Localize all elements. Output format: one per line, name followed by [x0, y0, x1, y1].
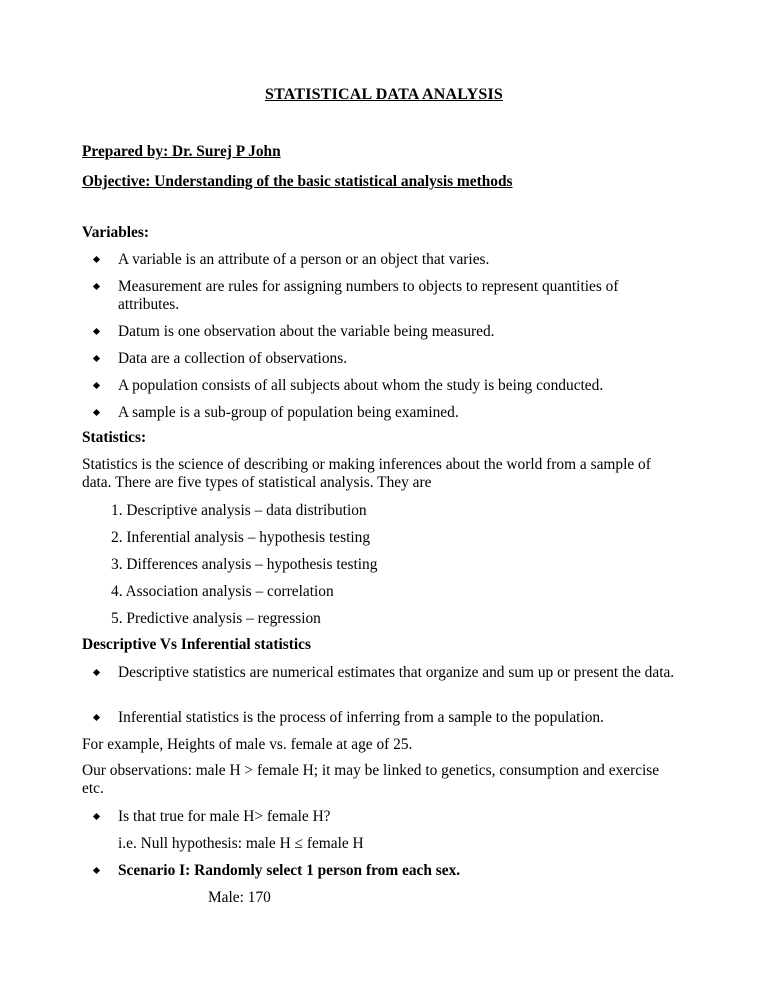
objective: Objective: Understanding of the basic statistical analysis methods — [82, 173, 513, 190]
bullet-icon — [93, 867, 100, 874]
scenario-text: Scenario I: Randomly select 1 person from each sex. — [118, 862, 461, 879]
statistics-heading: Statistics: — [82, 429, 147, 446]
null-hypothesis: i.e. Null hypothesis: male H ≤ female H — [118, 835, 364, 852]
desc-vs-inf-heading: Descriptive Vs Inferential statistics — [82, 636, 311, 653]
bullet-icon — [93, 382, 100, 389]
list-item: 2. Inferential analysis – hypothesis testing — [111, 529, 371, 546]
example-text: For example, Heights of male vs. female at age of 25. — [82, 736, 413, 753]
statistics-intro: Statistics is the science of describing or making inferences about the world from a sample of data. There are five types of statistical analysis. They are — [82, 456, 651, 491]
document-page: STATISTICAL DATA ANALYSIS Prepared by: Dr. Surej P John Objective: Understanding of the basic statistical analysis methods Variables: A variable is an attribute of a person or an object that varies. Measurement are rules for assigning numbers to objects to represent quantities of attributes. Datum is one observation about the variable being measured. Data are a collection of observations. A population consists of all subjects about whom the study is being conducted. A sample is a sub-group of population being examined. Statistics: Statistics is the science of describing or making inferences about the world from a sample of data. There are five types of statistical analysis. They are 1. Descriptive analysis – data distribution 2. Inferential analysis – hypothesis testing 3. Differences analysis – hypothesis testing 4. Association analysis – correlation 5. Predictive analysis – regression Descriptive Vs Inferential statistics Descriptive statistics are numerical estimates that organize and sum up or present the data. Inferential statistics is the process of inferring from a sample to the population. For example, Heights of male vs. female at age of 25. Our observations: male H > female H; it may be linked to genetics, consumption and exercise etc. Is that true for male H> female H? i.e. Null hypothesis: male H ≤ female H Scenario I: Randomly select 1 person from each sex. Male: 170 — [0, 0, 768, 994]
bullet-icon — [93, 283, 100, 290]
bullet-icon — [93, 328, 100, 335]
variables-heading: Variables: — [82, 224, 149, 241]
list-item: 5. Predictive analysis – regression — [111, 610, 321, 627]
bullet-icon — [93, 813, 100, 820]
bullet-icon — [93, 714, 100, 721]
prepared-by: Prepared by: Dr. Surej P John — [82, 143, 281, 160]
list-item: 1. Descriptive analysis – data distribution — [111, 502, 367, 519]
document-title: STATISTICAL DATA ANALYSIS — [265, 86, 503, 103]
bullet-icon — [93, 355, 100, 362]
male-value: Male: 170 — [208, 889, 271, 906]
bullet-icon — [93, 409, 100, 416]
bullet-icon — [93, 669, 100, 676]
observations-text: Our observations: male H > female H; it may be linked to genetics, consumption and exercise etc. — [82, 762, 660, 797]
bullet-icon — [93, 256, 100, 263]
list-item: 3. Differences analysis – hypothesis testing — [111, 556, 378, 573]
list-item: 4. Association analysis – correlation — [111, 583, 334, 600]
